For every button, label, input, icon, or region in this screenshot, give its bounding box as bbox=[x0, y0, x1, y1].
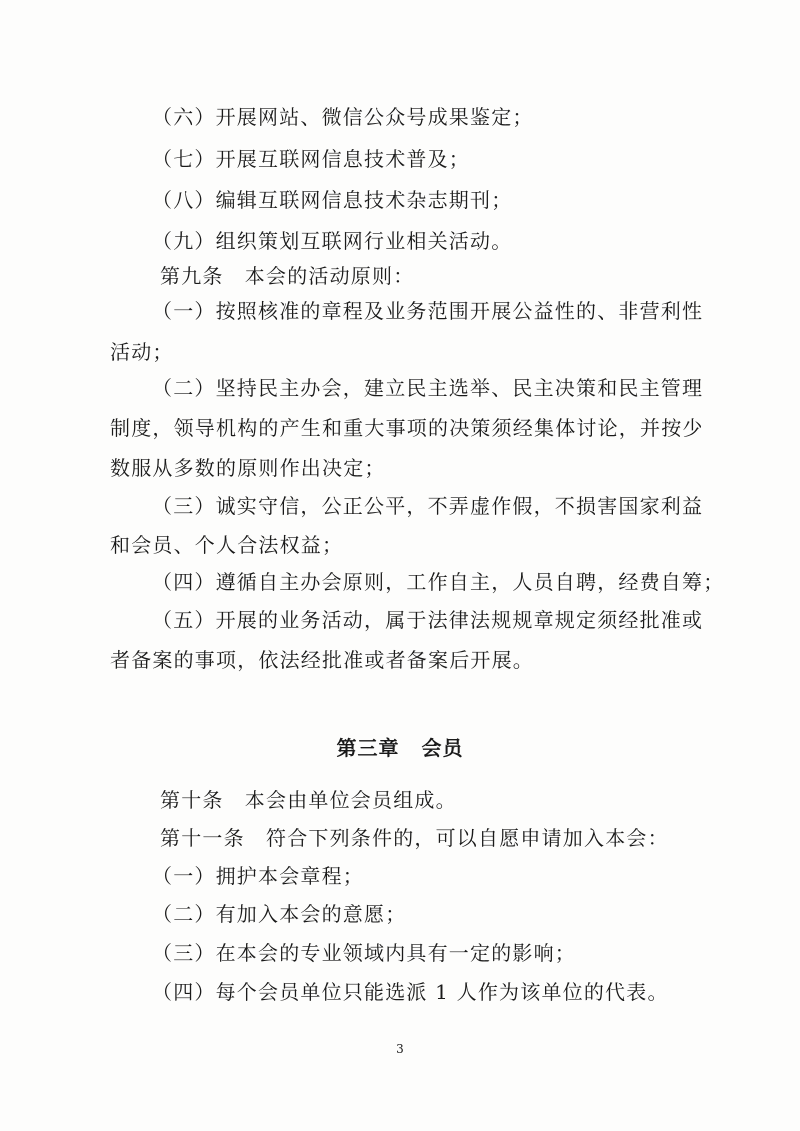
paragraph-line: 者备案的事项，依法经批准或者备案后开展。 bbox=[110, 648, 534, 672]
paragraph-line: （一）拥护本会章程； bbox=[152, 864, 364, 888]
chapter-heading bbox=[0, 734, 800, 762]
article-heading-line: 第九条 本会的活动原则： bbox=[160, 264, 415, 288]
paragraph-line: （七）开展互联网信息技术普及； bbox=[152, 147, 470, 171]
paragraph-line: （三）诚实守信，公正公平，不弄虚作假，不损害国家利益 bbox=[152, 494, 704, 518]
paragraph-line: （一）按照核准的章程及业务范围开展公益性的、非营利性 bbox=[152, 299, 704, 323]
page-number: 3 bbox=[396, 1042, 404, 1056]
paragraph-line: （四）遵循自主办会原则，工作自主，人员自聘，经费自筹； bbox=[152, 570, 725, 594]
chapter-title: 会员 bbox=[421, 736, 464, 760]
paragraph-line: （八）编辑互联网信息技术杂志期刊； bbox=[152, 188, 513, 212]
paragraph-line: （三）在本会的专业领域内具有一定的影响； bbox=[152, 941, 576, 965]
paragraph-line: 制度，领导机构的产生和重大事项的决策须经集体讨论，并按少 bbox=[110, 416, 704, 440]
paragraph-line: （五）开展的业务活动，属于法律法规规章规定须经批准或 bbox=[152, 608, 704, 632]
chapter-number: 第三章 bbox=[336, 736, 400, 760]
paragraph-line: 活动； bbox=[110, 340, 174, 364]
paragraph-line: （二）有加入本会的意愿； bbox=[152, 902, 407, 926]
paragraph-line: 和会员、个人合法权益； bbox=[110, 533, 344, 557]
paragraph-line: 数服从多数的原则作出决定； bbox=[110, 456, 386, 480]
paragraph-line: （四）每个会员单位只能选派 1 人作为该单位的代表。 bbox=[152, 980, 669, 1004]
paragraph-line: （六）开展网站、微信公众号成果鉴定； bbox=[152, 105, 534, 129]
article-heading-line: 第十一条 符合下列条件的，可以自愿申请加入本会： bbox=[160, 826, 669, 850]
paragraph-line: （九）组织策划互联网行业相关活动。 bbox=[152, 229, 513, 253]
article-heading-line: 第十条 本会由单位会员组成。 bbox=[160, 788, 457, 812]
paragraph-line: （二）坚持民主办会，建立民主选举、民主决策和民主管理 bbox=[152, 376, 704, 400]
